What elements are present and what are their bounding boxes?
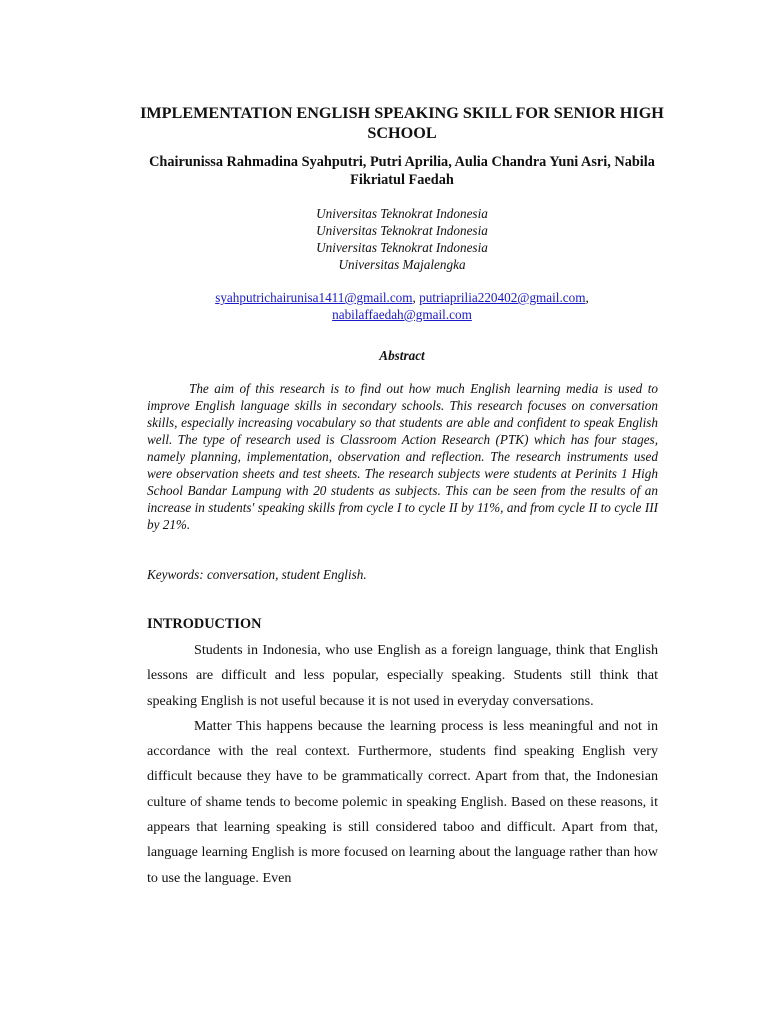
email-link[interactable]: syahputrichairunisa1411@gmail.com (215, 290, 413, 305)
affiliation-item: Universitas Teknokrat Indonesia (316, 206, 488, 221)
email-link[interactable]: putriaprilia220402@gmail.com (419, 290, 586, 305)
affiliation-item: Universitas Majalengka (338, 257, 466, 272)
affiliation-item: Universitas Teknokrat Indonesia (316, 223, 488, 238)
affiliation-list (120, 205, 684, 273)
email-list (120, 289, 684, 323)
introduction-body (147, 638, 658, 891)
email-separator: , (412, 290, 420, 305)
email-link[interactable]: nabilaffaedah@gmail.com (332, 307, 472, 322)
introduction-paragraph: Students in Indonesia, who use English as a foreign language, think that English lessons are difficult and less popular, especially speaking. Students still think that speaking English is not useful because it is not used in everyday conversations. (147, 642, 658, 709)
paper-title: IMPLEMENTATION ENGLISH SPEAKING SKILL FOR SENIOR HIGH SCHOOL (140, 104, 664, 142)
abstract-heading: Abstract (379, 348, 425, 363)
abstract-text: The aim of this research is to find out how much English learning media is used to improve English language skills in secondary schools. This research focuses on conversation skills, especially increasing vocabulary so that students are able and confident to speak English well. The type of research used is Classroom Action Research (PTK) which has four stages, namely planning, implementation, observation and reflection. The research instruments used were observation sheets and test sheets. The research subjects were students at Perinits 1 High School Bandar Lampung with 20 students as subjects. This can be seen from the results of an increase in students' speaking skills from cycle I to cycle II by 11%, and from cycle II to cycle III by 21%. (147, 381, 658, 532)
author-list: Chairunissa Rahmadina Syahputri, Putri Aprilia, Aulia Chandra Yuni Asri, Nabila Fikriatul Faedah (149, 154, 655, 188)
email-separator: , (585, 290, 589, 305)
affiliation-item: Universitas Teknokrat Indonesia (316, 240, 488, 255)
introduction-heading: INTRODUCTION (147, 616, 262, 632)
introduction-paragraph: Matter This happens because the learning process is less meaningful and not in accordance with the real context. Furthermore, students find speaking English very difficult because they have to be grammatically correct. Apart from that, the Indonesian culture of shame tends to become polemic in speaking English. Based on these reasons, it appears that learning speaking is still considered taboo and difficult. Apart from that, language learning English is more focused on learning about the language rather than how to use the language. Even (147, 717, 658, 886)
keywords-line: Keywords: conversation, student English. (147, 567, 367, 582)
